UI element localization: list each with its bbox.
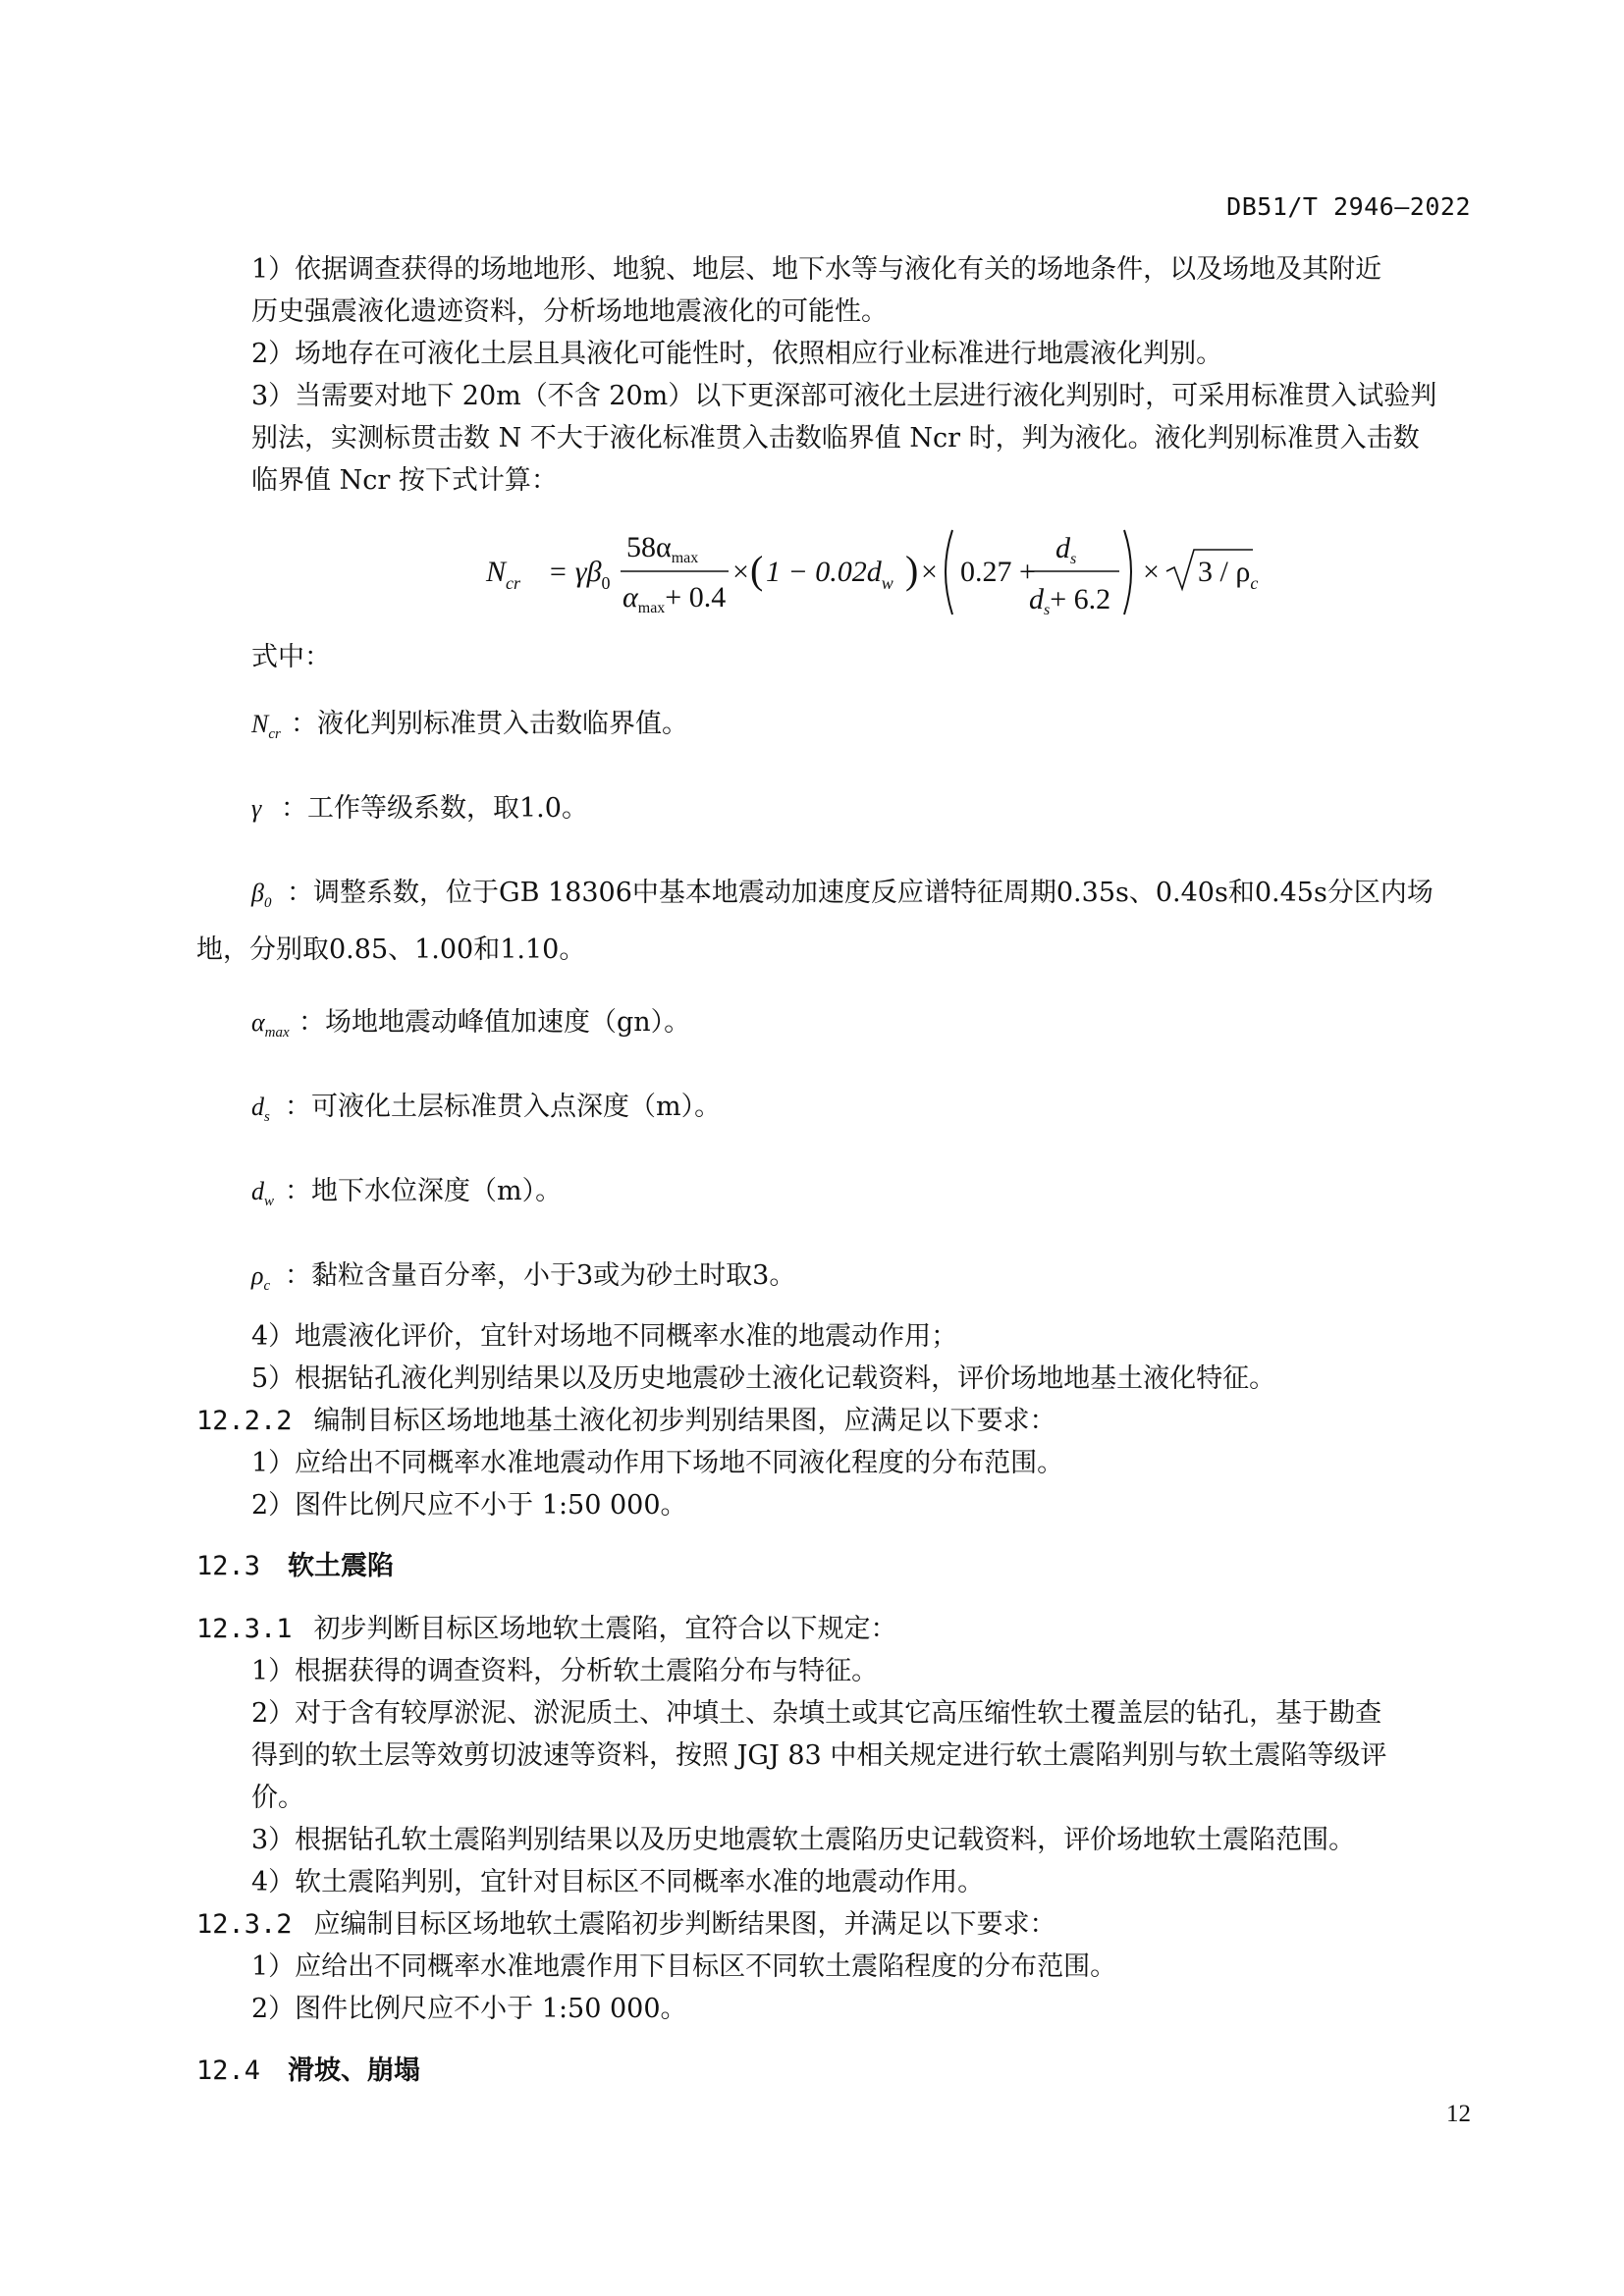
- svg-text:(: (: [750, 548, 764, 592]
- item-a1: 1）依据调查获得的场地地形、地貌、地层、地下水等与液化有关的场地条件，以及场地及其附近: [251, 254, 1382, 285]
- svg-text:ds: $d_s$: [1056, 532, 1077, 567]
- svg-text:αmax+ 0.4: $\alpha_{max}+ 0.4$: [623, 581, 727, 616]
- item-c1: 1）应给出不同概率水准地震动作用下场地不同液化程度的分布范围。: [251, 1448, 1064, 1478]
- svg-text:Ncr: $N_{cr}$: [486, 556, 521, 593]
- svg-text:1 − 0.02dw: $1 - 0.02d_w$: [766, 556, 893, 593]
- svg-text:): ): [905, 548, 919, 592]
- def-ds: $d_s$ ：可液化土层标准贯入点深度（m）。: [251, 1092, 722, 1126]
- svg-text:×: ×: [1143, 556, 1160, 588]
- item-d3: 3）根据钻孔软土震陷判别结果以及历史地震软土震陷历史记载资料，评价场地软土震陷范围。: [251, 1825, 1356, 1855]
- def-dw: $d_w$ ：地下水位深度（m）。: [251, 1176, 563, 1210]
- item-c2: 2）图件比例尺应不小于 1:50 000。: [251, 1490, 687, 1521]
- def-beta: $\beta_0$ ：调整系数，位于GB 18306中基本地震动加速度反应谱特征周期0.35s、0.40s和0.45s分区内场: [251, 878, 1434, 912]
- item-a3-cont2: 临界值 Ncr 按下式计算：: [251, 465, 558, 496]
- svg-text:ds+ 6.2: $d_s+ 6.2$: [1029, 583, 1111, 618]
- svg-text:58αmax: $58\alpha_{max}$: [626, 531, 699, 566]
- svg-text:×: ×: [921, 556, 938, 588]
- document-code: DB51/T 2946—2022: [1226, 192, 1471, 221]
- svg-text:= γβ0: = $\gamma\beta_0$: [548, 556, 611, 593]
- item-e2: 2）图件比例尺应不小于 1:50 000。: [251, 1994, 687, 2024]
- item-d2-cont2: 价。: [251, 1783, 304, 1813]
- def-ncr: $N_{cr}$ ：液化判别标准贯入击数临界值。: [251, 709, 688, 743]
- def-beta-cont: 地，分别取0.85、1.00和1.10。: [196, 934, 586, 965]
- item-d4: 4）软土震陷判别，宜针对目标区不同概率水准的地震动作用。: [251, 1867, 985, 1897]
- item-d2: 2）对于含有较厚淤泥、淤泥质土、冲填土、杂填土或其它高压缩性软土覆盖层的钻孔，基于勘查: [251, 1698, 1382, 1729]
- svg-text:×: ×: [732, 556, 749, 588]
- where-label: 式中：: [251, 642, 331, 672]
- item-d2-cont: 得到的软土层等效剪切波速等资料，按照 JGJ 83 中相关规定进行软土震陷判别与软土震陷等级评: [251, 1740, 1387, 1771]
- clause-12-3-2: 12.3.2 应编制目标区场地软土震陷初步判断结果图，并满足以下要求：: [196, 1909, 1056, 1940]
- page-number: 12: [1446, 2101, 1471, 2127]
- svg-text:3 / ρc: $3 / \rho_c$: [1198, 556, 1259, 593]
- item-b5: 5）根据钻孔液化判别结果以及历史地震砂土液化记载资料，评价场地地基土液化特征。: [251, 1363, 1276, 1394]
- section-12-4-heading: 12.4 滑坡、崩塌: [196, 2056, 421, 2086]
- def-gamma: γ ：工作等级系数，取1.0。: [251, 793, 588, 824]
- item-b4: 4）地震液化评价，宜针对场地不同概率水准的地震动作用；: [251, 1321, 958, 1352]
- def-rhoc: $\rho_c$ ：黏粒含量百分率，小于3或为砂土时取3。: [251, 1260, 796, 1295]
- svg-text:0.27 +: 0.27 +: [960, 556, 1036, 588]
- item-a3-cont: 别法，实测标贯击数 N 不大于液化标准贯入击数临界值 Ncr 时，判为液化。液化判别标准贯入击数: [251, 423, 1420, 454]
- ncr-formula: [481, 520, 1257, 628]
- item-a3: 3）当需要对地下 20m（不含 20m）以下更深部可液化土层进行液化判别时，可采用标准贯入试验判: [251, 381, 1437, 411]
- clause-12-3-1: 12.3.1 初步判断目标区场地软土震陷，宜符合以下规定：: [196, 1614, 897, 1644]
- item-a1-cont: 历史强震液化遗迹资料，分析场地地震液化的可能性。: [251, 296, 888, 327]
- section-12-3-heading: 12.3 软土震陷: [196, 1551, 395, 1581]
- def-alpha: $\alpha_{max}$ ：场地地震动峰值加速度（gn）。: [251, 1007, 691, 1041]
- item-a2: 2）场地存在可液化土层且具液化可能性时，依照相应行业标准进行地震液化判别。: [251, 339, 1223, 369]
- item-e1: 1）应给出不同概率水准地震作用下目标区不同软土震陷程度的分布范围。: [251, 1951, 1117, 1982]
- clause-12-2-2: 12.2.2 编制目标区场地地基土液化初步判别结果图，应满足以下要求：: [196, 1406, 1056, 1436]
- item-d1: 1）根据获得的调查资料，分析软土震陷分布与特征。: [251, 1656, 879, 1686]
